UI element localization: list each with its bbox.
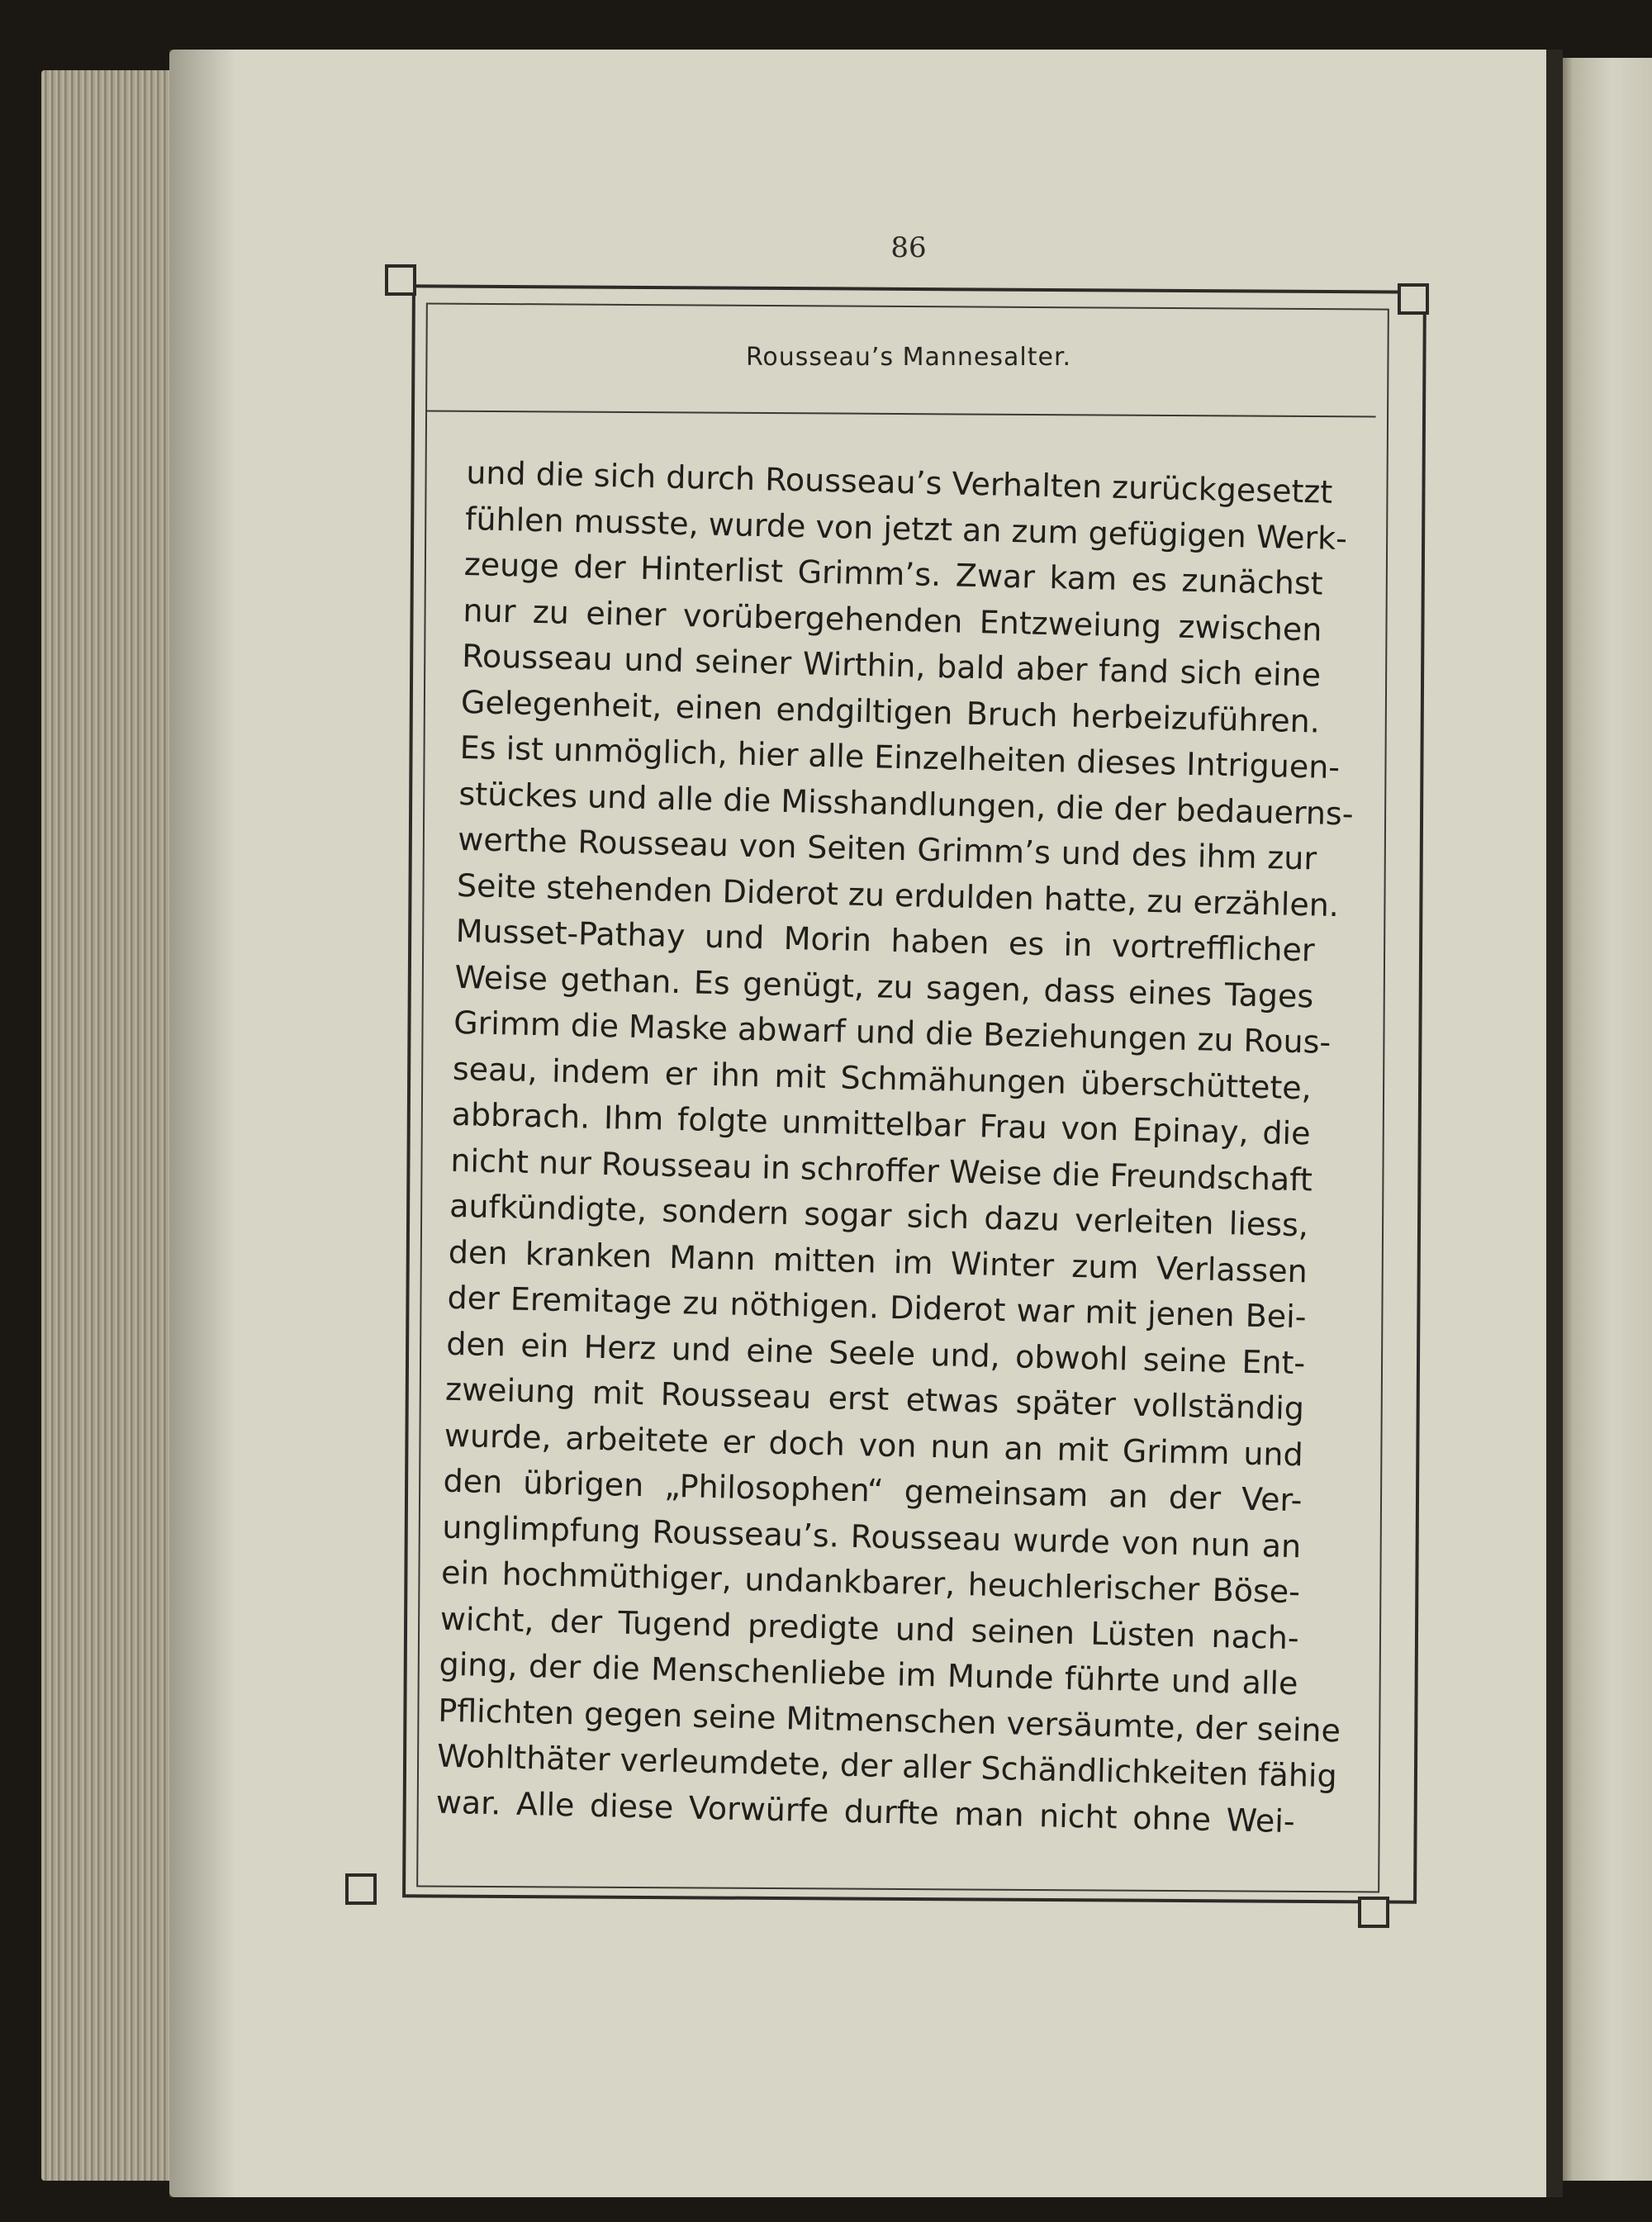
text-line: wicht, der Tugend predigte und seinen Lüsten nach-: [439, 1600, 1300, 1656]
text-line: stückes und alle die Misshandlungen, die der bedauerns-: [458, 775, 1354, 832]
body-text: [435, 450, 1354, 1845]
text-line: den ein Herz und eine Seele und, obwohl seine Ent-: [445, 1325, 1306, 1381]
text-line: ging, der die Menschenliebe im Munde führte und alle: [439, 1645, 1298, 1702]
text-line: den kranken Mann mitten im Winter zum Verlassen: [448, 1233, 1308, 1289]
text-line: zeuge der Hinterlist Grimm’s. Zwar kam es zunächst: [463, 545, 1324, 602]
page-stack-edge: [41, 70, 190, 2181]
text-line: seau, indem er ihn mit Schmähungen überschüttete,: [452, 1050, 1313, 1106]
text-line: ein hochmüthiger, undankbarer, heuchlerischer Böse-: [440, 1554, 1301, 1611]
facing-page-edge: [1553, 58, 1652, 2181]
text-line: und die sich durch Rousseau’s Verhalten zurückgesetzt: [465, 453, 1333, 510]
text-line: Wohlthäter verleumdete, der aller Schändlichkeiten fähig: [436, 1737, 1338, 1795]
text-line: Weise gethan. Es genügt, zu sagen, dass eines Tages: [454, 958, 1314, 1014]
frame-corner-top-left: [385, 264, 416, 296]
text-line: aufkündigte, sondern sogar sich dazu verleiten liess,: [449, 1187, 1309, 1244]
text-line: Seite stehenden Diderot zu erdulden hatte, zu erzählen.: [456, 866, 1340, 923]
text-line: Gelegenheit, einen endgiltigen Bruch herbeizuführen.: [460, 683, 1321, 740]
text-line: werthe Rousseau von Seiten Grimm’s und des ihm zur: [457, 820, 1317, 877]
text-line: wurde, arbeitete er doch von nun an mit Grimm und: [444, 1417, 1304, 1473]
binding-gutter: [1546, 50, 1563, 2197]
text-line: Pflichten gegen seine Mitmenschen versäumte, der seine: [437, 1692, 1341, 1749]
page-gutter-shadow: [169, 50, 235, 2197]
text-line: nur zu einer vorübergehenden Entzweiung zwischen: [463, 591, 1322, 648]
text-line: Es ist unmöglich, hier alle Einzelheiten dieses Intriguen-: [459, 729, 1341, 786]
text-line: nicht nur Rousseau in schroffer Weise die Freundschaft: [450, 1142, 1313, 1198]
frame-corner-bottom-left: [345, 1873, 377, 1905]
text-line: war. Alle diese Vorwürfe durfte man nicht ohne Wei-: [435, 1783, 1296, 1840]
page-number: 86: [890, 231, 927, 264]
text-line: abbrach. Ihm folgte unmittelbar Frau von Epinay, die: [451, 1095, 1311, 1152]
text-line: der Eremitage zu nöthigen. Diderot war mit jenen Bei-: [447, 1279, 1307, 1336]
text-line: unglimpfung Rousseau’s. Rousseau wurde von nun an: [441, 1508, 1302, 1564]
text-line: fühlen musste, wurde von jetzt an zum gefügigen Werk-: [464, 500, 1348, 557]
text-line: Grimm die Maske abwarf und die Beziehungen zu Rous-: [453, 1004, 1332, 1061]
frame-corner-top-right: [1398, 283, 1429, 315]
text-line: Rousseau und seiner Wirthin, bald aber fand sich eine: [461, 637, 1322, 694]
frame-corner-bottom-right: [1358, 1897, 1389, 1928]
text-line: den übrigen „Philosophen“ gemeinsam an der Ver-: [443, 1462, 1303, 1519]
running-head: Rousseau’s Mannesalter.: [745, 343, 1072, 372]
text-line: zweiung mit Rousseau erst etwas später vollständig: [444, 1370, 1305, 1427]
text-line: Musset-Pathay und Morin haben es in vortrefflicher: [455, 912, 1316, 969]
